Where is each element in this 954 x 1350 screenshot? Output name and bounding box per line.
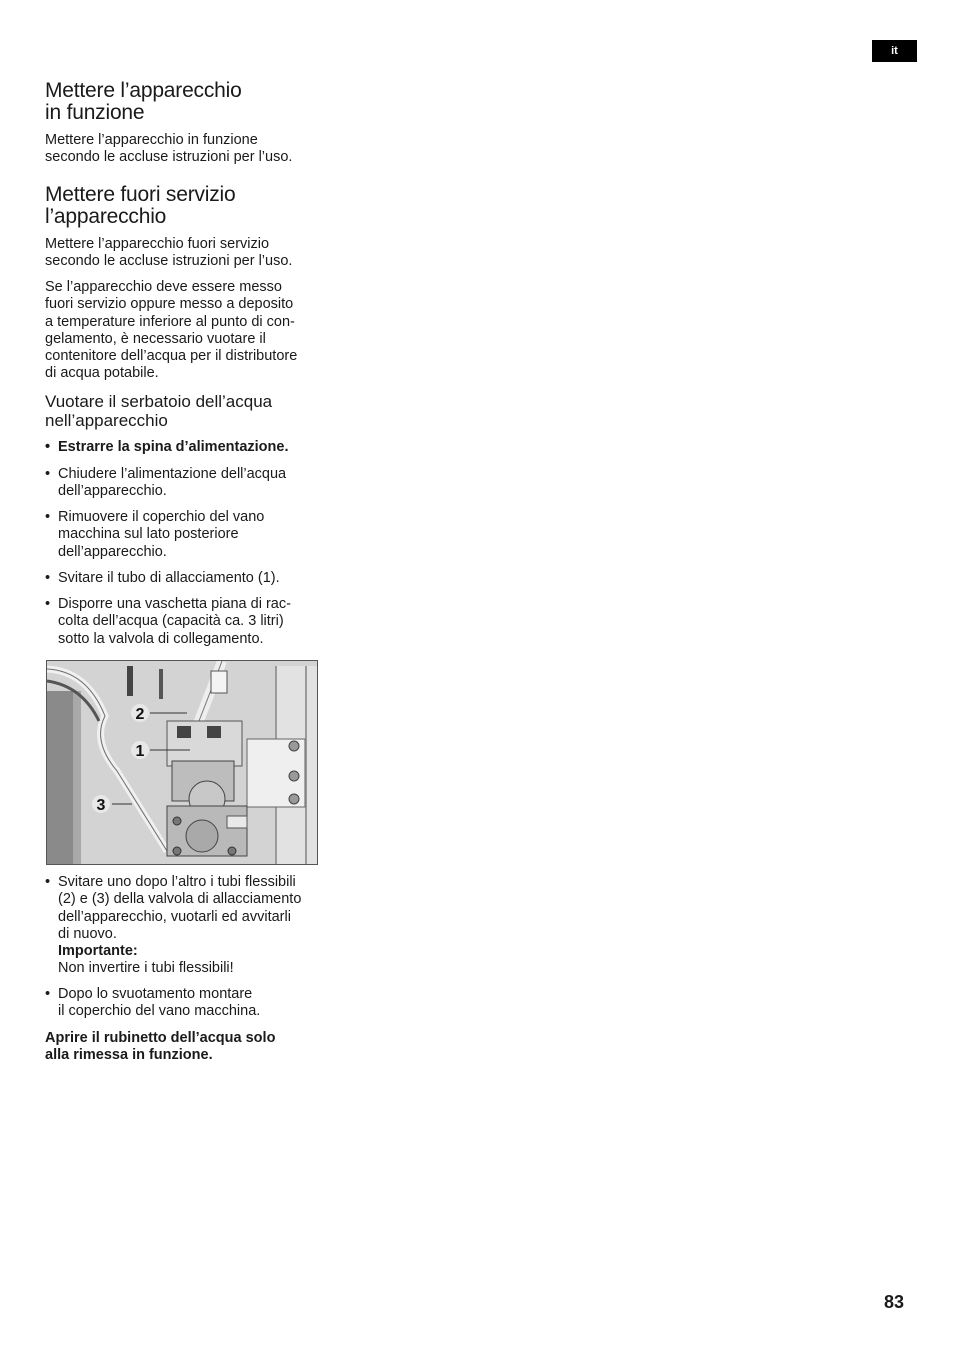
text-line: dell’apparecchio, vuotarli ed avvitarli — [58, 908, 291, 925]
text-line: colta dell’acqua (capacità ca. 3 litri) — [58, 613, 284, 630]
bullet-icon: • — [45, 596, 51, 612]
valve-illustration — [47, 661, 317, 864]
text-line: Se l’apparecchio deve essere messo — [45, 279, 282, 295]
figure-label-3: 3 — [96, 797, 106, 814]
text-line: contenitore dell’acqua per il distributore — [45, 348, 298, 365]
text-line: secondo le accluse istruzioni per l’uso. — [45, 253, 293, 270]
text-line: Rimuovere il coperchio del vano — [58, 509, 265, 525]
subtitle-line: nell’apparecchio — [45, 411, 168, 430]
bullet-icon: • — [45, 466, 51, 482]
bullet-icon: • — [45, 439, 51, 455]
section-title-start — [45, 80, 242, 124]
figure-label-1: 1 — [135, 743, 145, 760]
text-line: Chiudere l’alimentazione dell’acqua — [58, 466, 287, 482]
subtitle-line: Vuotare il serbatoio dell’acqua — [45, 392, 273, 411]
text-line: Disporre una vaschetta piana di rac- — [58, 596, 291, 612]
section-start-body — [45, 132, 292, 167]
text-line: Dopo lo svuotamento montare — [58, 986, 253, 1002]
text-line: Aprire il rubinetto dell’acqua solo — [45, 1030, 276, 1046]
text-line: di nuovo. — [58, 925, 117, 942]
language-tab: it — [872, 40, 917, 62]
text-line: (2) e (3) della valvola di allacciamento — [58, 891, 302, 908]
bullet-icon: • — [45, 986, 51, 1002]
text-line: alla rimessa in funzione. — [45, 1047, 213, 1064]
title-line: Mettere fuori servizio — [45, 183, 236, 206]
text-line: gelamento, è necessario vuotare il — [45, 330, 266, 347]
important-text: Non invertire i tubi flessibili! — [58, 960, 234, 977]
bullet-icon: • — [45, 874, 51, 890]
page-number: 83 — [884, 1292, 905, 1312]
text-line: fuori servizio oppure messo a deposito — [45, 296, 294, 313]
bullet-icon: • — [45, 570, 51, 586]
subsection-title — [45, 392, 272, 430]
bullet-icon: • — [45, 509, 51, 525]
text-line: macchina sul lato posteriore — [58, 526, 239, 543]
title-line: l’apparecchio — [45, 205, 167, 228]
closing-note — [45, 1030, 275, 1065]
section-stop-para1 — [45, 236, 292, 271]
text-line: dell’apparecchio. — [58, 543, 167, 560]
section-title-stop — [45, 184, 236, 228]
text-line: Svitare uno dopo l’altro i tubi flessibili — [58, 874, 296, 890]
text-line: sotto la valvola di collegamento. — [58, 630, 264, 647]
figure-label-2: 2 — [135, 706, 145, 723]
text-line: Svitare il tubo di allacciamento (1). — [58, 570, 280, 586]
section-stop-para2 — [45, 279, 297, 383]
title-line: in funzione — [45, 101, 145, 124]
title-line: Mettere l’apparecchio — [45, 79, 242, 102]
text-line: il coperchio del vano macchina. — [58, 1003, 261, 1020]
text-line: di acqua potabile. — [45, 365, 159, 382]
valve-photo — [46, 660, 318, 865]
text-line: Mettere l’apparecchio fuori servizio — [45, 236, 270, 252]
text-line: a temperature inferiore al punto di con- — [45, 313, 295, 330]
important-label: Importante: — [58, 943, 138, 960]
text-line: Mettere l’apparecchio in funzione — [45, 132, 258, 148]
text-line: Estrarre la spina d’alimentazione. — [58, 439, 289, 455]
text-line: dell’apparecchio. — [58, 483, 167, 500]
text-line: secondo le accluse istruzioni per l’uso. — [45, 149, 293, 166]
